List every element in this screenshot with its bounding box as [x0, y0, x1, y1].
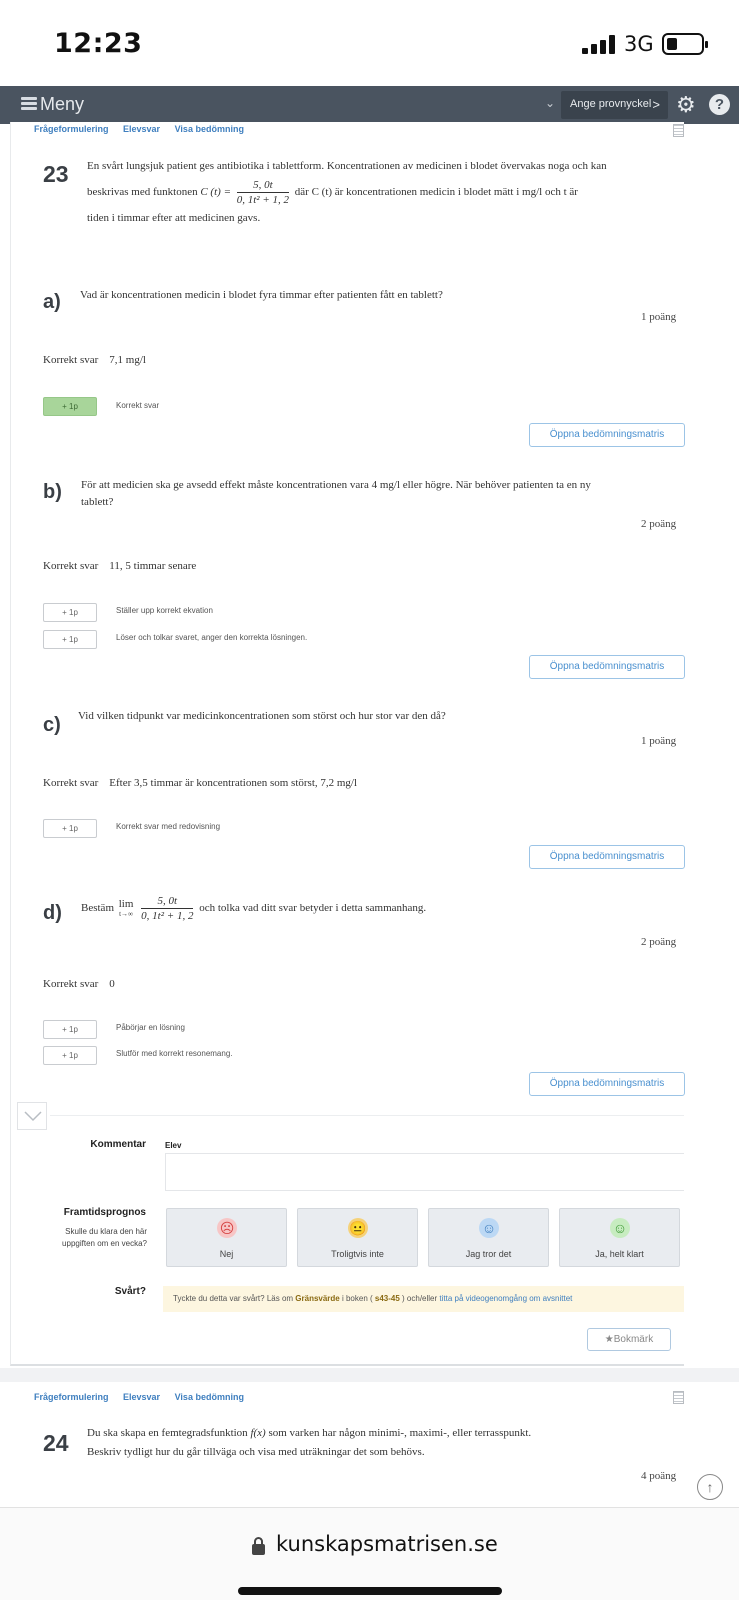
app-navbar — [0, 86, 739, 124]
question-text-part: Du ska skapa en femtegradsfunktion — [87, 1427, 248, 1439]
question-text-line: Beskriv tydligt hur du går tillväga och visa med uträkningar det som behövs. — [87, 1446, 425, 1458]
correct-value: 11, 5 timmar senare — [109, 560, 197, 572]
part-question-c: Vid vilken tidpunkt var medicinkoncentrationen som störst och hur stor var den då? — [78, 710, 446, 722]
question-text-part: och tolka vad ditt svar betyder i detta sammanhang. — [199, 902, 427, 914]
happy-face-icon: ☺ — [610, 1218, 630, 1238]
function-name: f(x) — [250, 1427, 266, 1439]
correct-value: 0 — [109, 978, 115, 990]
criterion-text: Slutför med korrekt resonemang. — [116, 1049, 233, 1058]
question-number: 24 — [43, 1430, 69, 1456]
collapse-button[interactable] — [17, 1102, 47, 1130]
provnyckel-placeholder: Ange provnyckel — [570, 98, 652, 110]
card-gap — [0, 1368, 739, 1382]
question-text — [87, 1424, 531, 1462]
comment-field[interactable] — [165, 1153, 684, 1191]
question-tabs — [34, 1392, 256, 1402]
help-icon[interactable]: ? — [709, 94, 730, 115]
tab-frageformulering[interactable]: Frågeformulering — [34, 1392, 109, 1402]
part-label-b: b) — [43, 481, 62, 503]
chevron-down-icon[interactable]: ⌄ — [545, 96, 556, 110]
part-question-line: tablett? — [81, 496, 114, 508]
part-question-d — [81, 893, 426, 923]
svart-pages: s43-45 — [374, 1294, 400, 1303]
prognos-option-nej[interactable] — [166, 1208, 287, 1267]
prognos-option-label: Jag tror det — [465, 1249, 512, 1259]
part-question-a: Vad är koncentrationen medicin i blodet fyra timmar efter patienten fått en tablett? — [80, 289, 443, 301]
correct-label: Korrekt svar — [43, 560, 99, 572]
fraction-numerator: 5, 0t — [141, 894, 193, 909]
sad-face-icon: ☹ — [217, 1218, 237, 1238]
home-indicator[interactable] — [238, 1587, 502, 1595]
status-time: 12:23 — [54, 28, 143, 59]
tab-visa-bedomning[interactable]: Visa bedömning — [174, 124, 244, 134]
function-lhs: C (t) = — [200, 186, 231, 199]
signal-icon — [582, 34, 618, 54]
gear-icon[interactable]: ⚙ — [676, 92, 696, 117]
prognos-option-troligtvis-inte[interactable] — [297, 1208, 418, 1267]
points-button[interactable]: + 1p — [43, 819, 97, 838]
fraction-denominator: 0, 1t² + 1, 2 — [236, 194, 290, 206]
limit-fraction — [141, 894, 193, 923]
question-text-line — [87, 178, 677, 207]
part-question-b — [81, 477, 671, 511]
kommentar-label: Kommentar — [90, 1139, 146, 1150]
correct-answer-b — [43, 560, 196, 572]
correct-label: Korrekt svar — [43, 777, 99, 789]
tab-elevsvar[interactable]: Elevsvar — [123, 124, 161, 134]
function-fraction — [237, 178, 289, 207]
points-d: 2 poäng — [641, 936, 677, 948]
points-c: 1 poäng — [641, 735, 677, 747]
part-label-d: d) — [43, 902, 62, 924]
fraction-numerator: 5, 0t — [237, 178, 289, 193]
video-link[interactable]: titta på videogenomgång om avsnittet — [439, 1294, 573, 1303]
prognos-option-ja-helt-klart[interactable] — [559, 1208, 680, 1267]
question-text-line — [87, 1424, 531, 1443]
smile-face-icon: ☺ — [479, 1218, 499, 1238]
points-button[interactable]: + 1p — [43, 1020, 97, 1039]
limit-operator: lim — [118, 898, 134, 911]
lock-icon — [252, 1544, 265, 1555]
correct-answer-c — [43, 777, 357, 789]
points-button[interactable]: + 1p — [43, 603, 97, 622]
tab-visa-bedomning[interactable]: Visa bedömning — [174, 1392, 244, 1402]
chevron-right-icon[interactable]: > — [652, 97, 660, 112]
tab-elevsvar[interactable]: Elevsvar — [123, 1392, 161, 1402]
correct-label: Korrekt svar — [43, 978, 99, 990]
framtidsprognos-label: Framtidsprognos — [63, 1207, 146, 1218]
chevron-down-icon — [24, 1111, 42, 1122]
open-matris-button[interactable]: Öppna bedömningsmatris — [529, 423, 685, 447]
network-label: 3G — [624, 32, 654, 56]
part-question-line: För att medicien ska ge avsedd effekt måste koncentrationen vara 4 mg/l eller högre. När behöver patienten ta en ny — [81, 479, 591, 491]
question-text-line: En svårt lungsjuk patient ges antibiotika i tablettform. Koncentrationen av medicinen i blodet övervakas noga och kan — [87, 160, 607, 172]
scroll-to-top-button[interactable]: ↑ — [697, 1474, 723, 1500]
correct-answer-d — [43, 978, 115, 990]
browser-url-bar — [0, 1507, 739, 1600]
svart-text: Tyckte du detta var svårt? Läs om — [173, 1294, 296, 1303]
points-button[interactable]: + 1p — [43, 630, 97, 649]
question-text-part: beskrivas med funktonen — [87, 186, 198, 199]
battery-icon — [662, 33, 704, 55]
tab-frageformulering[interactable]: Frågeformulering — [34, 124, 109, 134]
points-a: 1 poäng — [641, 311, 677, 323]
question-text-part: som varken har någon minimi-, maximi-, eller terrasspunkt. — [268, 1427, 532, 1439]
points-b: 2 poäng — [641, 518, 677, 530]
question-tabs — [34, 124, 256, 134]
calculator-icon[interactable] — [673, 124, 684, 137]
hamburger-icon[interactable] — [21, 97, 37, 111]
limit-expression — [119, 898, 134, 918]
neutral-face-icon: 😐 — [349, 1220, 367, 1236]
svart-text: i boken ( — [339, 1294, 375, 1303]
question-number: 23 — [43, 161, 69, 187]
menu-button[interactable]: Meny — [40, 94, 85, 114]
question-text-line: tiden i timmar efter att medicinen gavs. — [87, 212, 261, 224]
bookmark-button[interactable]: ★Bokmärk — [587, 1328, 671, 1351]
open-matris-button[interactable]: Öppna bedömningsmatris — [529, 845, 685, 869]
fraction-denominator: 0, 1t² + 1, 2 — [141, 909, 194, 922]
criterion-text: Löser och tolkar svaret, anger den korrekta lösningen. — [116, 633, 308, 642]
part-label-a: a) — [43, 291, 61, 313]
correct-value: Efter 3,5 timmar är koncentrationen som störst, 7,2 mg/l — [109, 777, 358, 789]
points-q24: 4 poäng — [641, 1470, 677, 1482]
framtidsprognos-subtitle: Skulle du klara den här uppgiften om en vecka? — [62, 1227, 147, 1248]
question-text-part: Bestäm — [81, 902, 114, 914]
page-margin — [684, 124, 739, 1506]
status-bar — [0, 0, 739, 86]
svart-info-box — [163, 1286, 684, 1312]
prognos-option-label: Nej — [219, 1249, 234, 1259]
svart-label: Svårt? — [114, 1286, 146, 1297]
prognos-option-jag-tror-det[interactable] — [428, 1208, 549, 1267]
svart-text: ) och/eller — [399, 1294, 440, 1303]
criterion-text: Korrekt svar — [116, 401, 160, 410]
prognos-option-label: Ja, helt klart — [595, 1249, 644, 1259]
question-text — [87, 155, 677, 230]
elev-label: Elev — [165, 1141, 182, 1150]
limit-subscript: t→∞ — [119, 910, 134, 919]
provnyckel-input[interactable] — [561, 91, 668, 119]
criterion-text: Påbörjar en lösning — [116, 1023, 185, 1032]
divider — [50, 1115, 684, 1116]
open-matris-button[interactable]: Öppna bedömningsmatris — [529, 655, 685, 679]
points-button[interactable]: + 1p — [43, 397, 97, 416]
correct-answer-a — [43, 354, 146, 366]
question-text-part: där C (t) är koncentrationen medicin i blodet mätt i mg/l och t är — [294, 186, 578, 199]
part-label-c: c) — [43, 714, 61, 736]
correct-value: 7,1 mg/l — [109, 354, 146, 366]
prognos-option-label: Troligtvis inte — [331, 1249, 384, 1259]
correct-label: Korrekt svar — [43, 354, 99, 366]
url-text[interactable]: kunskapsmatrisen.se — [276, 1532, 498, 1556]
points-button[interactable]: + 1p — [43, 1046, 97, 1065]
svart-topic: Gränsvärde — [295, 1294, 340, 1303]
criterion-text: Ställer upp korrekt ekvation — [116, 606, 213, 615]
open-matris-button[interactable]: Öppna bedömningsmatris — [529, 1072, 685, 1096]
calculator-icon[interactable] — [673, 1391, 684, 1404]
criterion-text: Korrekt svar med redovisning — [116, 822, 221, 831]
